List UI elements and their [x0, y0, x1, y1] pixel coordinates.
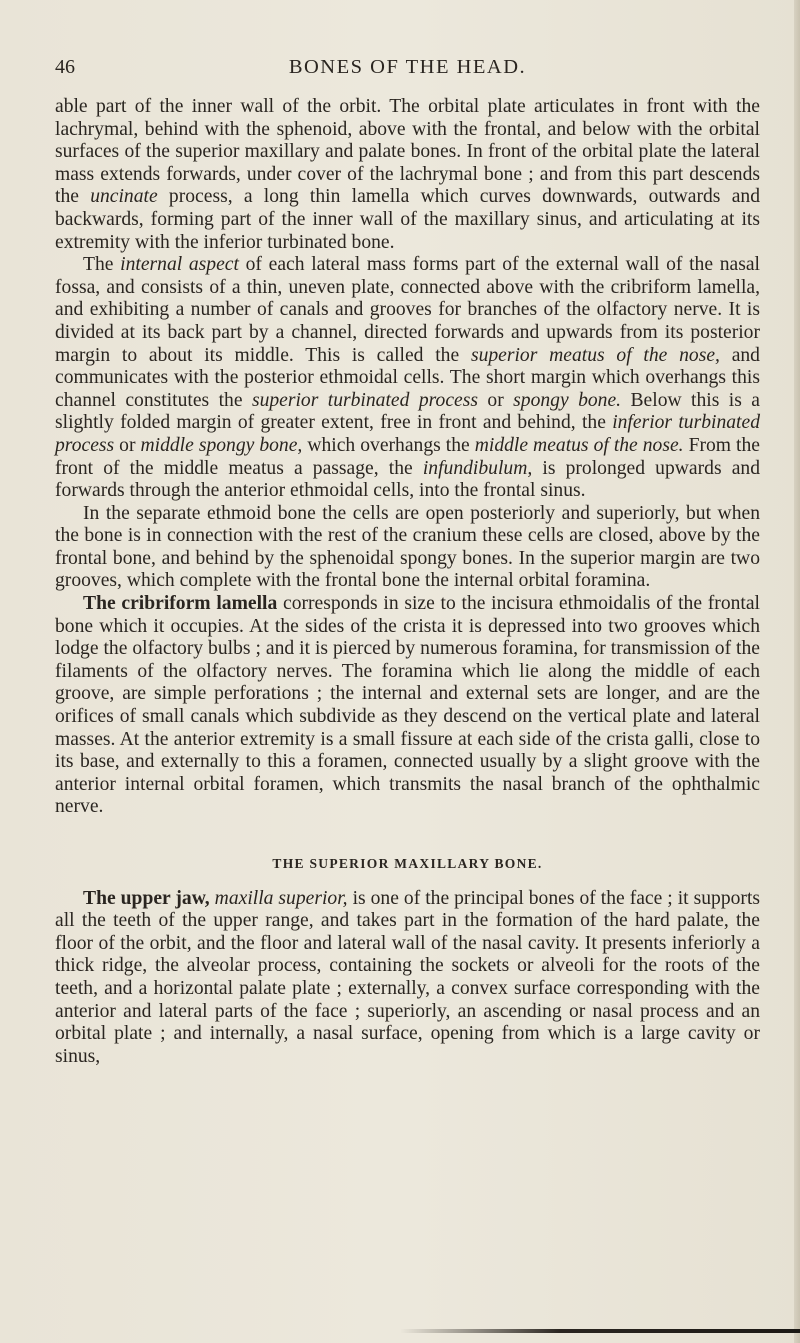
paragraph-orbital-plate: able part of the inner wall of the orbit. The orbital plate articulates in front with the lachrymal, behind with the sphenoid, above with the frontal, and below with the orbital surfaces of the superior maxillary and palate bones. In front of the orbital plate the lateral mass extends forwards, under cover of the lachrymal bone ; and from this part descends the uncinate process, a long thin lamella which curves downwards, outwards and backwards, forming part of the inner wall of the maxillary sinus, and articulating at its extremity with the inferior turbinated bone.	[55, 96, 760, 253]
term-cribriform-lamella: The cribriform lamella	[83, 593, 278, 615]
page-header	[55, 56, 760, 86]
paragraph-ethmoid-cells: In the separate ethmoid bone the cells are open posteriorly and superiorly, but when the bone is in connection with the rest of the cranium these cells are closed, above by the frontal bone, and behind by the sphenoidal spongy bones. In the superior margin are two grooves, which complete with the frontal bone the internal orbital foramina.	[55, 502, 760, 592]
term-middle-spongy-bone: middle spongy bone,	[140, 434, 303, 456]
term-superior-turbinated: superior turbinated process	[251, 389, 478, 411]
term-infundibulum: infundibulum,	[422, 457, 533, 479]
term-inferior-turbinated: inferior turbinated process	[55, 412, 760, 456]
page-number: 46	[55, 56, 75, 78]
bottom-edge-shadow	[400, 1329, 800, 1333]
paragraph-upper-jaw: The upper jaw, maxilla superior, is one of the principal bones of the face ; it supports all the teeth of the upper range, and takes part in the formation of the hard palate, the floor of the orbit, and the floor and lateral wall of the nasal cavity. It presents inferiorly a thick ridge, the alveolar process, containing the sockets or alveoli for the roots of the teeth, and a horizontal palate plate ; externally, a convex surface corresponding with the anterior and lateral parts of the face ; superiorly, an ascending or nasal process and an orbital plate ; and internally, a nasal surface, opening from which is a large cavity or sinus,	[55, 887, 761, 1067]
paragraph-internal-aspect: The internal aspect of each lateral mass forms part of the external wall of the nasal fossa, and consists of a thin, uneven plate, connected above with the cribriform lamella, and exhibiting a number of canals and grooves for branches of the olfactory nerve. It is divided at its back part by a channel, directed forwards and upwards from its posterior margin to about its middle. This is called the superior meatus of the nose, and communicates with the posterior ethmoidal cells. The short margin which overhangs this channel constitutes the superior turbinated process or spongy bone. Below this is a slightly folded margin of greater extent, free in front and behind, the inferior turbinated process or middle spongy bone, which overhangs the middle meatus of the nose. From the front of the middle meatus a passage, the infundibulum, is prolonged upwards and forwards through the anterior ethmoidal cells, into the frontal sinus.	[55, 254, 760, 502]
section-heading: THE SUPERIOR MAXILLARY BONE.	[272, 856, 543, 871]
term-superior-meatus: superior meatus of the nose,	[470, 344, 720, 366]
page-edge-shadow	[794, 0, 800, 1343]
term-maxilla-superior: maxilla superior,	[214, 887, 348, 909]
term-spongy-bone: spongy bone.	[513, 389, 622, 411]
paragraph-cribriform-lamella: The cribriform lamella corresponds in size to the incisura ethmoidalis of the frontal bone which it occupies. At the sides of the crista it is depressed into two grooves which lodge the olfactory bulbs ; and it is pierced by numerous foramina, for transmission of the filaments of the olfactory nerves. The foramina which lie along the middle of each groove, are simple perforations ; the internal and external sets are longer, and are the orifices of small canals which subdivide as they descend on the vertical plate and lateral masses. At the anterior extremity is a small fissure at each side of the crista galli, close to its base, and externally to this a foramen, connected usually by a slight groove with the anterior internal orbital foramen, which transmits the nasal branch of the ophthalmic nerve.	[55, 593, 761, 818]
term-internal-aspect: internal aspect	[120, 254, 239, 276]
term-middle-meatus: middle meatus of the nose.	[474, 434, 684, 456]
page-body	[55, 96, 760, 1068]
term-uncinate: uncinate	[90, 186, 158, 208]
running-head: BONES OF THE HEAD.	[288, 56, 527, 78]
term-upper-jaw: The upper jaw,	[83, 887, 210, 909]
